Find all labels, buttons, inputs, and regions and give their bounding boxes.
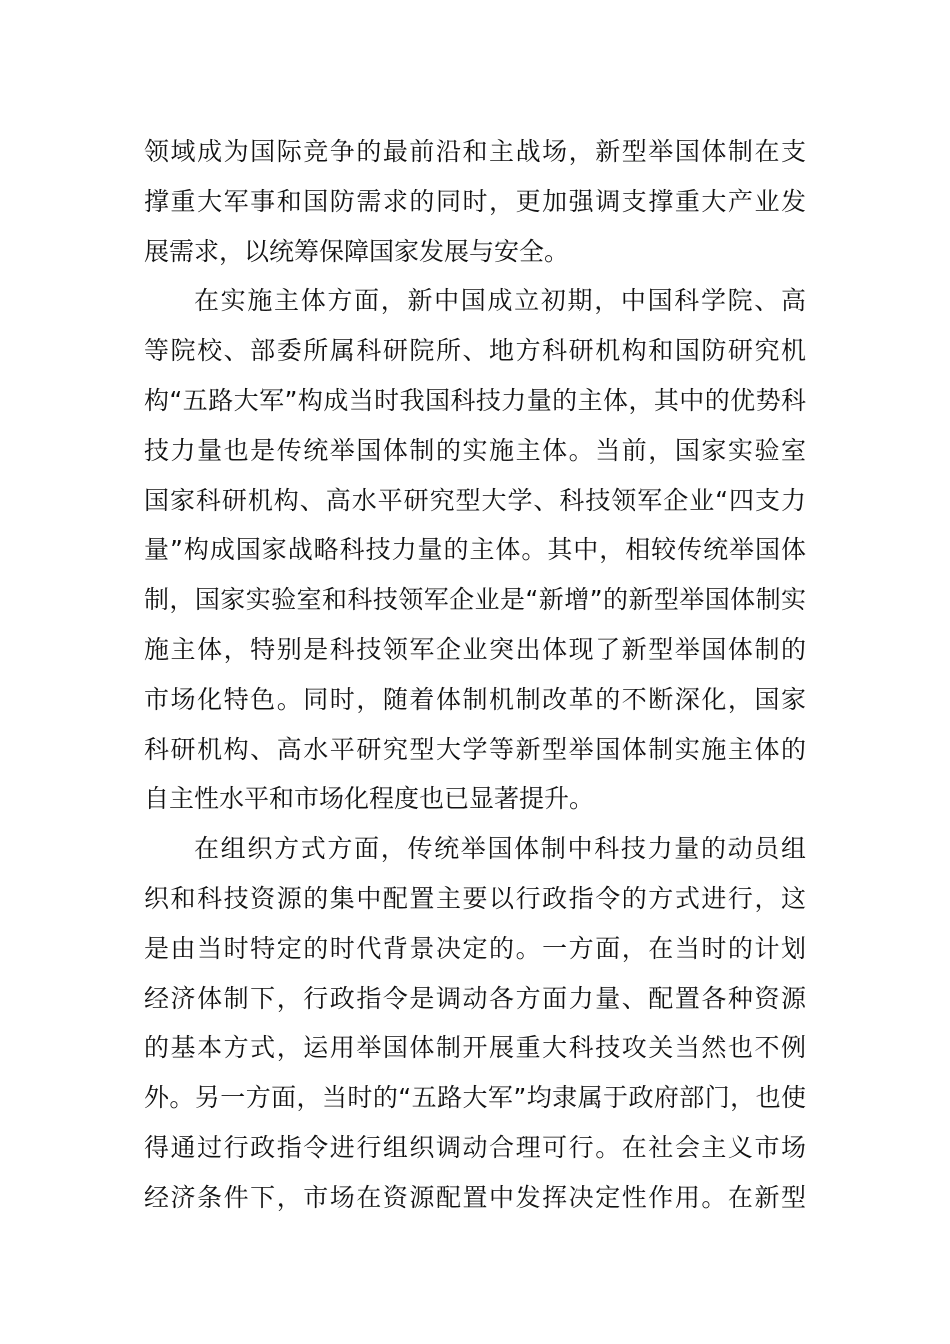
text-line: 技力量也是传统举国体制的实施主体。当前，国家实验室 <box>144 435 806 465</box>
text-line: 外。另一方面，当时的“五路大军”均隶属于政府部门，也使 <box>144 1083 806 1113</box>
text-line: 市场化特色。同时，随着体制机制改革的不断深化，国家 <box>144 684 806 714</box>
text-line: 织和科技资源的集中配置主要以行政指令的方式进行，这 <box>144 883 806 913</box>
text-line: 自主性水平和市场化程度也已显著提升。 <box>144 784 595 814</box>
text-line: 国家科研机构、高水平研究型大学、科技领军企业“四支力 <box>144 485 806 515</box>
paragraph-1 <box>144 127 806 276</box>
text-line: 展需求，以统筹保障国家发展与安全。 <box>144 236 570 266</box>
text-line: 施主体，特别是科技领军企业突出体现了新型举国体制的 <box>144 634 806 664</box>
text-line: 科研机构、高水平研究型大学等新型举国体制实施主体的 <box>144 734 806 764</box>
text-line: 撑重大军事和国防需求的同时，更加强调支撑重大产业发 <box>144 186 806 216</box>
text-line: 在实施主体方面，新中国成立初期，中国科学院、高 <box>194 286 806 316</box>
paragraph-3 <box>144 824 806 1222</box>
text-line: 构“五路大军”构成当时我国科技力量的主体，其中的优势科 <box>144 385 806 415</box>
text-line: 在组织方式方面，传统举国体制中科技力量的动员组 <box>194 834 806 864</box>
text-line: 是由当时特定的时代背景决定的。一方面，在当时的计划 <box>144 933 806 963</box>
text-line: 制，国家实验室和科技领军企业是“新增”的新型举国体制实 <box>144 585 806 615</box>
paragraph-2 <box>144 276 806 824</box>
text-line: 经济体制下，行政指令是调动各方面力量、配置各种资源 <box>144 983 806 1013</box>
text-line: 领域成为国际竞争的最前沿和主战场，新型举国体制在支 <box>144 137 806 166</box>
document-page <box>144 127 806 1223</box>
text-line: 等院校、部委所属科研院所、地方科研机构和国防研究机 <box>144 336 806 366</box>
text-line: 得通过行政指令进行组织调动合理可行。在社会主义市场 <box>144 1132 806 1162</box>
text-line: 量”构成国家战略科技力量的主体。其中，相较传统举国体 <box>144 535 806 565</box>
text-line: 的基本方式，运用举国体制开展重大科技攻关当然也不例 <box>144 1033 806 1063</box>
text-line: 经济条件下，市场在资源配置中发挥决定性作用。在新型 <box>144 1182 806 1212</box>
